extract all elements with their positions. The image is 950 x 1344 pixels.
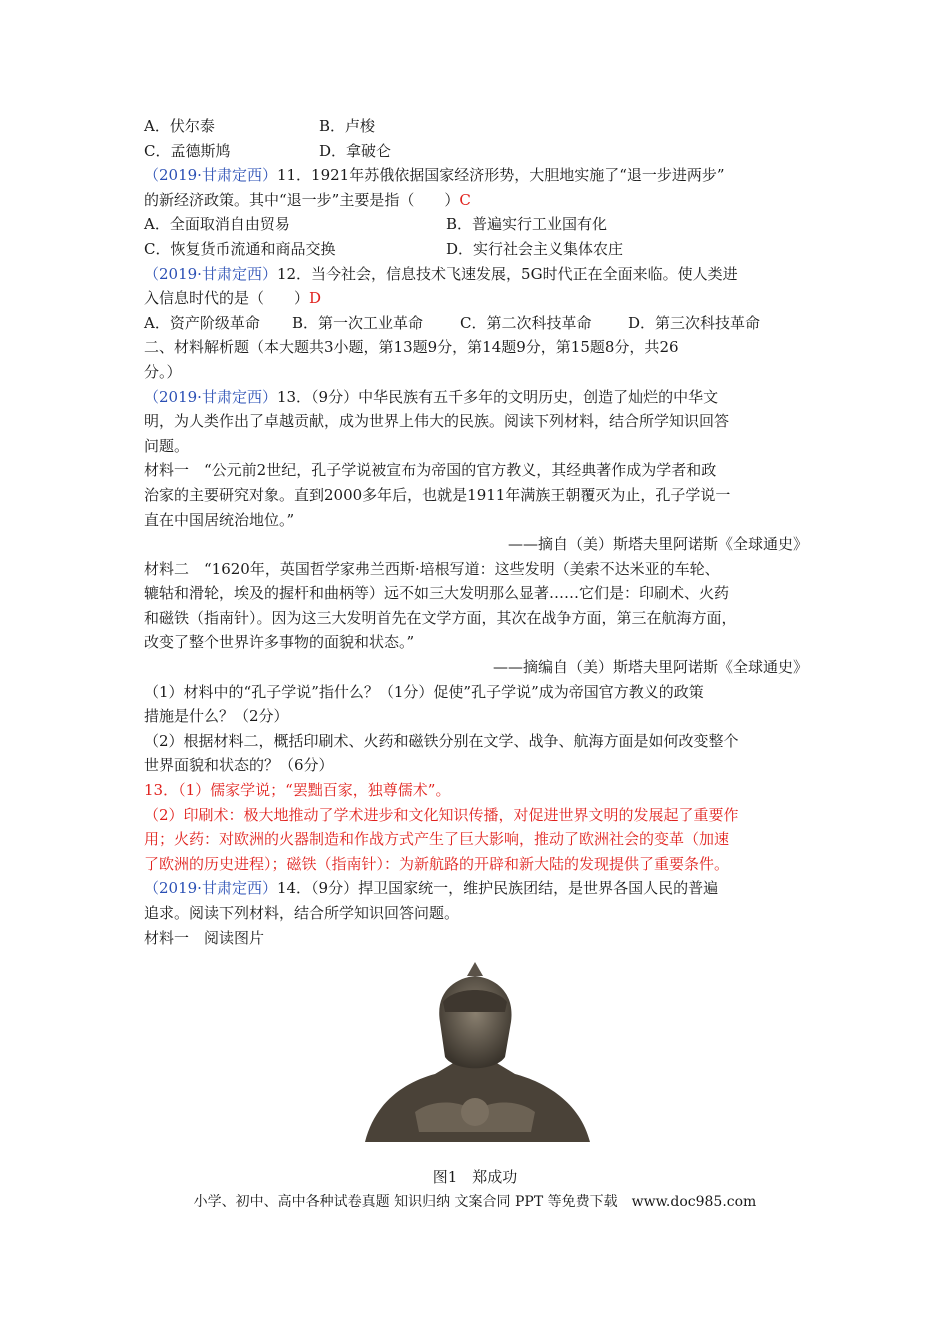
zheng-chenggong-statue-image (355, 962, 595, 1144)
text-line (144, 630, 820, 655)
line-text: 分。） (144, 362, 182, 381)
answer-option: D．第三次科技革命 (628, 313, 761, 332)
line-text: ——摘编自（美）斯塔夫里阿诺斯《全球通史》 (492, 658, 808, 677)
line-text: （1）材料中的“孔子学说”指什么？（1分）促使”孔子学说”成为帝国官方教义的政策 (144, 682, 704, 701)
line-text: 问题。 (144, 436, 190, 455)
text-line (144, 483, 820, 508)
question-source: （2019·甘肃定西） (144, 387, 277, 406)
option-row (144, 311, 820, 336)
answer-key: D (309, 289, 322, 308)
page-footer: 小学、初中、高中各种试卷真题 知识归纳 文案合同 PPT 等免费下载 www.doc985.com (193, 1194, 757, 1210)
text-line (144, 803, 820, 828)
line-text: （2）印刷术：极大地推动了学术进步和文化知识传播，对促进世界文明的发展起了重要作 (144, 805, 739, 824)
text-line (144, 286, 820, 311)
answer-option: C．恢复货币流通和商品交换 (144, 239, 336, 258)
answer-option: A．资产阶级革命 (144, 313, 260, 332)
line-text: 辘轱和滑轮，埃及的握杆和曲柄等）远不如三大发明那么显著……它们是：印刷术、火药 (144, 584, 730, 603)
text-line (144, 409, 820, 434)
line-text: 了欧洲的历史进程）；磁铁（指南针）：为新航路的开辟和新大陆的发现提供了重要条件。 (144, 854, 730, 873)
answer-option: D．拿破仑 (319, 141, 392, 160)
text-line (144, 852, 820, 877)
line-text: 材料一 “公元前2世纪，孔子学说被宣布为帝国的官方教义，其经典著作成为学者和政 (144, 461, 717, 480)
answer-option: B．第一次工业革命 (292, 313, 424, 332)
text-line (144, 434, 820, 459)
line-text: 世界面貌和状态的？（6分） (144, 756, 334, 775)
text-line (144, 655, 820, 680)
line-text: 13．（9分）中华民族有五千多年的文明历史，创造了灿烂的中华文 (276, 387, 719, 406)
text-line (144, 778, 820, 803)
line-text: 11．1921年苏俄依据国家经济形势，大胆地实施了“退一步进两步” (276, 166, 725, 185)
text-line (144, 532, 820, 557)
text-line (144, 926, 820, 951)
line-text: 二、材料解析题（本大题共3小题，第13题9分，第14题9分，第15题8分，共26 (144, 338, 679, 357)
answer-option: A．全面取消自由贸易 (144, 215, 290, 234)
question-source: （2019·甘肃定西） (144, 166, 277, 185)
text-line (144, 901, 820, 926)
answer-option: D．实行社会主义集体农庄 (446, 239, 624, 258)
option-row (144, 139, 820, 164)
text-line (144, 729, 820, 754)
line-text: 改变了整个世界许多事物的面貌和状态。” (144, 633, 415, 652)
answer-option: B．卢梭 (319, 117, 376, 135)
text-line (144, 680, 820, 705)
option-row (144, 237, 820, 262)
answer-option: A．伏尔泰 (144, 117, 215, 135)
line-text: 材料一 阅读图片 (144, 928, 265, 947)
document-body (144, 114, 820, 950)
text-line (144, 188, 820, 213)
text-line (144, 262, 820, 287)
line-text: 和磁铁（指南针）。因为这三大发明首先在文学方面，其次在战争方面，第三在航海方面， (144, 608, 737, 627)
line-text: 的新经济政策。其中“退一步”主要是指（ ） (144, 190, 460, 209)
answer-option: C．第二次科技革命 (460, 313, 592, 332)
option-row (144, 114, 820, 139)
line-text: 用；火药：对欧洲的火器制造和作战方式产生了巨大影响，推动了欧洲社会的变革（加速 (144, 830, 730, 849)
text-line (144, 385, 820, 410)
line-text: 入信息时代的是（ ） (144, 289, 310, 308)
text-line (144, 458, 820, 483)
text-line (144, 508, 820, 533)
question-source: （2019·甘肃定西） (144, 879, 277, 898)
answer-option: C．孟德斯鸠 (144, 141, 231, 160)
question-source: （2019·甘肃定西） (144, 264, 277, 283)
text-line (144, 704, 820, 729)
text-line (144, 581, 820, 606)
answer-key: C (459, 190, 471, 209)
text-line (144, 827, 820, 852)
line-text: 13．（1）儒家学说；“罢黜百家，独尊儒术”。 (144, 781, 451, 800)
line-text: （2）根据材料二，概括印刷术、火药和磁铁分别在文学、战争、航海方面是如何改变整个 (144, 731, 739, 750)
line-text: 材料二 “1620年，英国哲学家弗兰西斯·培根写道：这些发明（美索不达米亚的车轮、 (144, 559, 720, 578)
line-text: 14．（9分）捍卫国家统一，维护民族团结，是世界各国人民的普遍 (276, 879, 719, 898)
line-text: 直在中国居统治地位。” (144, 510, 295, 529)
text-line (144, 163, 820, 188)
line-text: 12．当今社会，信息技术飞速发展，5G时代正在全面来临。使人类进 (276, 264, 738, 283)
line-text: 明，为人类作出了卓越贡献，成为世界上伟大的民族。阅读下列材料，结合所学知识回答 (144, 412, 730, 431)
line-text: 治家的主要研究对象。直到2000多年后，也就是1911年满族王朝覆灭为止，孔子学说一 (144, 485, 731, 504)
line-text: 措施是什么？（2分） (144, 707, 289, 726)
text-line (144, 753, 820, 778)
text-line (144, 876, 820, 901)
line-text: ——摘自（美）斯塔夫里阿诺斯《全球通史》 (507, 535, 808, 554)
figure-caption: 图1 郑成功 (432, 1168, 518, 1186)
text-line (144, 557, 820, 582)
answer-option: B．普遍实行工业国有化 (446, 215, 608, 234)
option-row (144, 212, 820, 237)
text-line (144, 606, 820, 631)
text-line (144, 360, 820, 385)
text-line (144, 335, 820, 360)
line-text: 追求。阅读下列材料，结合所学知识回答问题。 (144, 904, 460, 922)
